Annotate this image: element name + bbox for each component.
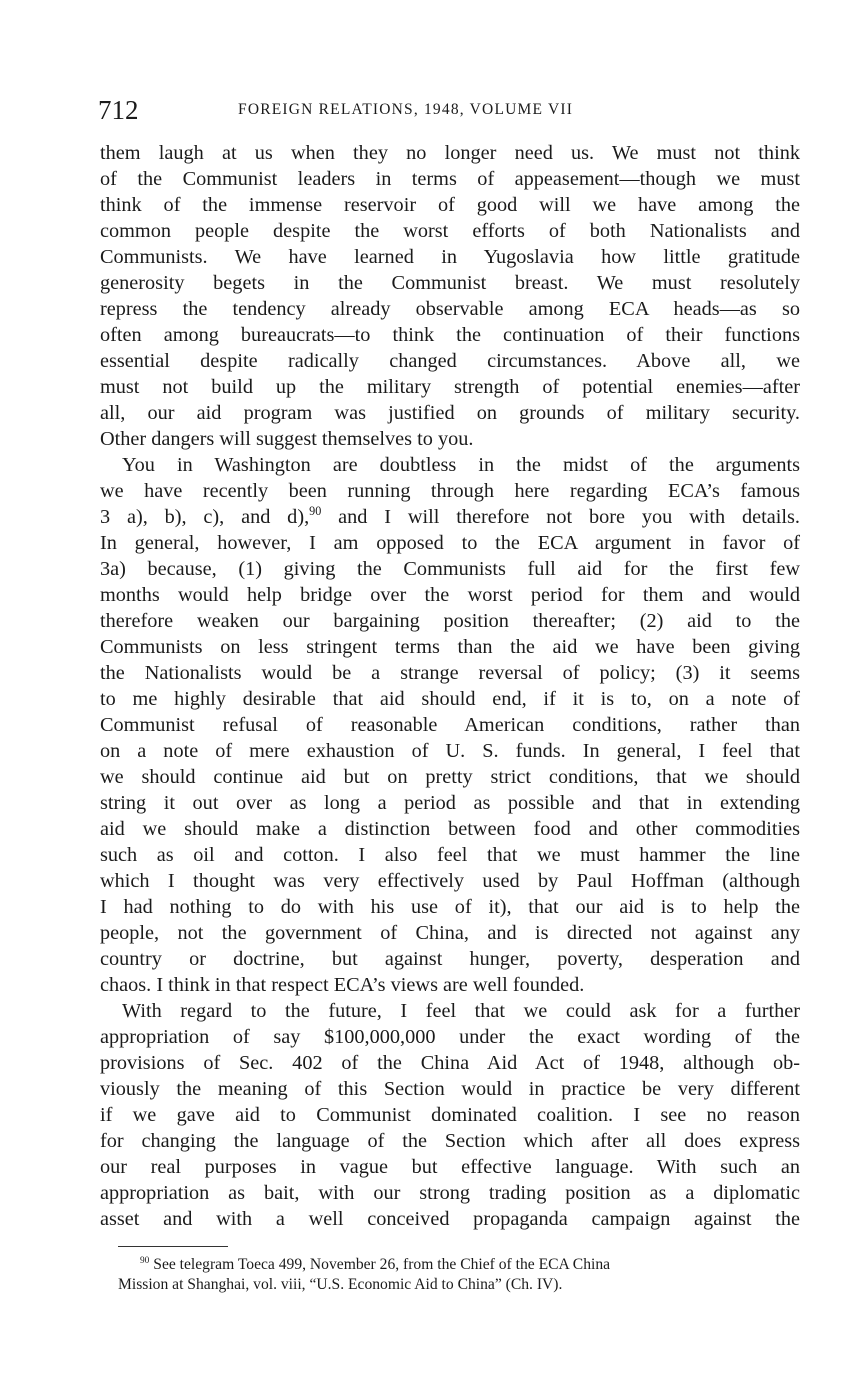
footnote-line	[118, 1255, 808, 1275]
footnotes	[118, 1255, 808, 1295]
text-line: if we gave aid to Communist dominated coalition. I see no reason	[100, 1104, 800, 1126]
text-segment: 3 a), b), c), and d),	[100, 506, 310, 528]
text-line: on a note of mere exhaustion of U. S. funds. In general, I feel that	[100, 740, 800, 762]
text-line: You in Washington are doubtless in the midst of the arguments	[122, 454, 800, 476]
footnote-marker: 90	[140, 1255, 150, 1266]
text-line: them laugh at us when they no longer need us. We must not think	[100, 142, 800, 164]
text-line: Communists on less stringent terms than the aid we have been giving	[100, 636, 800, 658]
text-line: appropriation as bait, with our strong trading position as a diplomatic	[100, 1182, 800, 1204]
page-header	[98, 93, 798, 127]
text-line: repress the tendency already observable among ECA heads—as so	[100, 298, 800, 320]
text-line: country or doctrine, but against hunger, poverty, desperation and	[100, 948, 800, 970]
text-line: think of the immense reservoir of good will we have among the	[100, 194, 800, 216]
text-line: months would help bridge over the worst period for them and would	[100, 584, 800, 606]
text-line: essential despite radically changed circumstances. Above all, we	[100, 350, 800, 372]
text-line: therefore weaken our bargaining position thereafter; (2) aid to the	[100, 610, 800, 632]
text-line: common people despite the worst efforts of both Nationalists and	[100, 220, 800, 242]
text-line: Communist refusal of reasonable American conditions, rather than	[100, 714, 800, 736]
text-line: Communists. We have learned in Yugoslavia how little gratitude	[100, 246, 800, 268]
text-line: With regard to the future, I feel that we could ask for a further	[122, 1000, 800, 1022]
text-line: 3a) because, (1) giving the Communists full aid for the first few	[100, 558, 800, 580]
text-line: asset and with a well conceived propaganda campaign against the	[100, 1208, 800, 1230]
body-text	[100, 140, 800, 1232]
text-line: appropriation of say $100,000,000 under the exact wording of the	[100, 1026, 800, 1048]
text-line: In general, however, I am opposed to the ECA argument in favor of	[100, 532, 800, 554]
text-line: which I thought was very effectively used by Paul Hoffman (although	[100, 870, 800, 892]
text-line: people, not the government of China, and is directed not against any	[100, 922, 800, 944]
running-head: FOREIGN RELATIONS, 1948, VOLUME VII	[238, 101, 574, 118]
text-line: Other dangers will suggest themselves to you.	[100, 428, 474, 450]
footnote-divider	[118, 1246, 228, 1247]
text-line: string it out over as long a period as possible and that in extending	[100, 792, 800, 814]
text-line: viously the meaning of this Section would in practice be very different	[100, 1078, 800, 1100]
text-line: of the Communist leaders in terms of appeasement—though we must	[100, 168, 800, 190]
footnote-line: Mission at Shanghai, vol. viii, “U.S. Economic Aid to China” (Ch. IV).	[118, 1276, 563, 1293]
text-line: the Nationalists would be a strange reversal of policy; (3) it seems	[100, 662, 800, 684]
text-segment: and I will therefore not bore you with details.	[338, 506, 801, 528]
text-line-with-footnote-ref	[100, 504, 800, 530]
footnote-reference[interactable]: 90	[309, 504, 322, 519]
text-line: such as oil and cotton. I also feel that we must hammer the line	[100, 844, 800, 866]
page-number: 712	[98, 95, 139, 125]
text-line: provisions of Sec. 402 of the China Aid Act of 1948, although ob-	[100, 1052, 800, 1074]
text-line: we have recently been running through here regarding ECA’s famous	[100, 480, 800, 502]
text-line: aid we should make a distinction between food and other commodities	[100, 818, 800, 840]
text-line: to me highly desirable that aid should end, if it is to, on a note of	[100, 688, 800, 710]
text-line: generosity begets in the Communist breast. We must resolutely	[100, 272, 800, 294]
text-line: all, our aid program was justified on grounds of military security.	[100, 402, 800, 424]
text-line: often among bureaucrats—to think the continuation of their functions	[100, 324, 800, 346]
footnote-text: See telegram Toeca 499, November 26, from the Chief of the ECA China	[153, 1256, 611, 1273]
text-line: for changing the language of the Section which after all does express	[100, 1130, 800, 1152]
text-line: must not build up the military strength of potential enemies—after	[100, 376, 800, 398]
text-line: our real purposes in vague but effective language. With such an	[100, 1156, 800, 1178]
text-line: I had nothing to do with his use of it), that our aid is to help the	[100, 896, 800, 918]
text-line: chaos. I think in that respect ECA’s views are well founded.	[100, 974, 585, 996]
text-line: we should continue aid but on pretty strict conditions, that we should	[100, 766, 800, 788]
